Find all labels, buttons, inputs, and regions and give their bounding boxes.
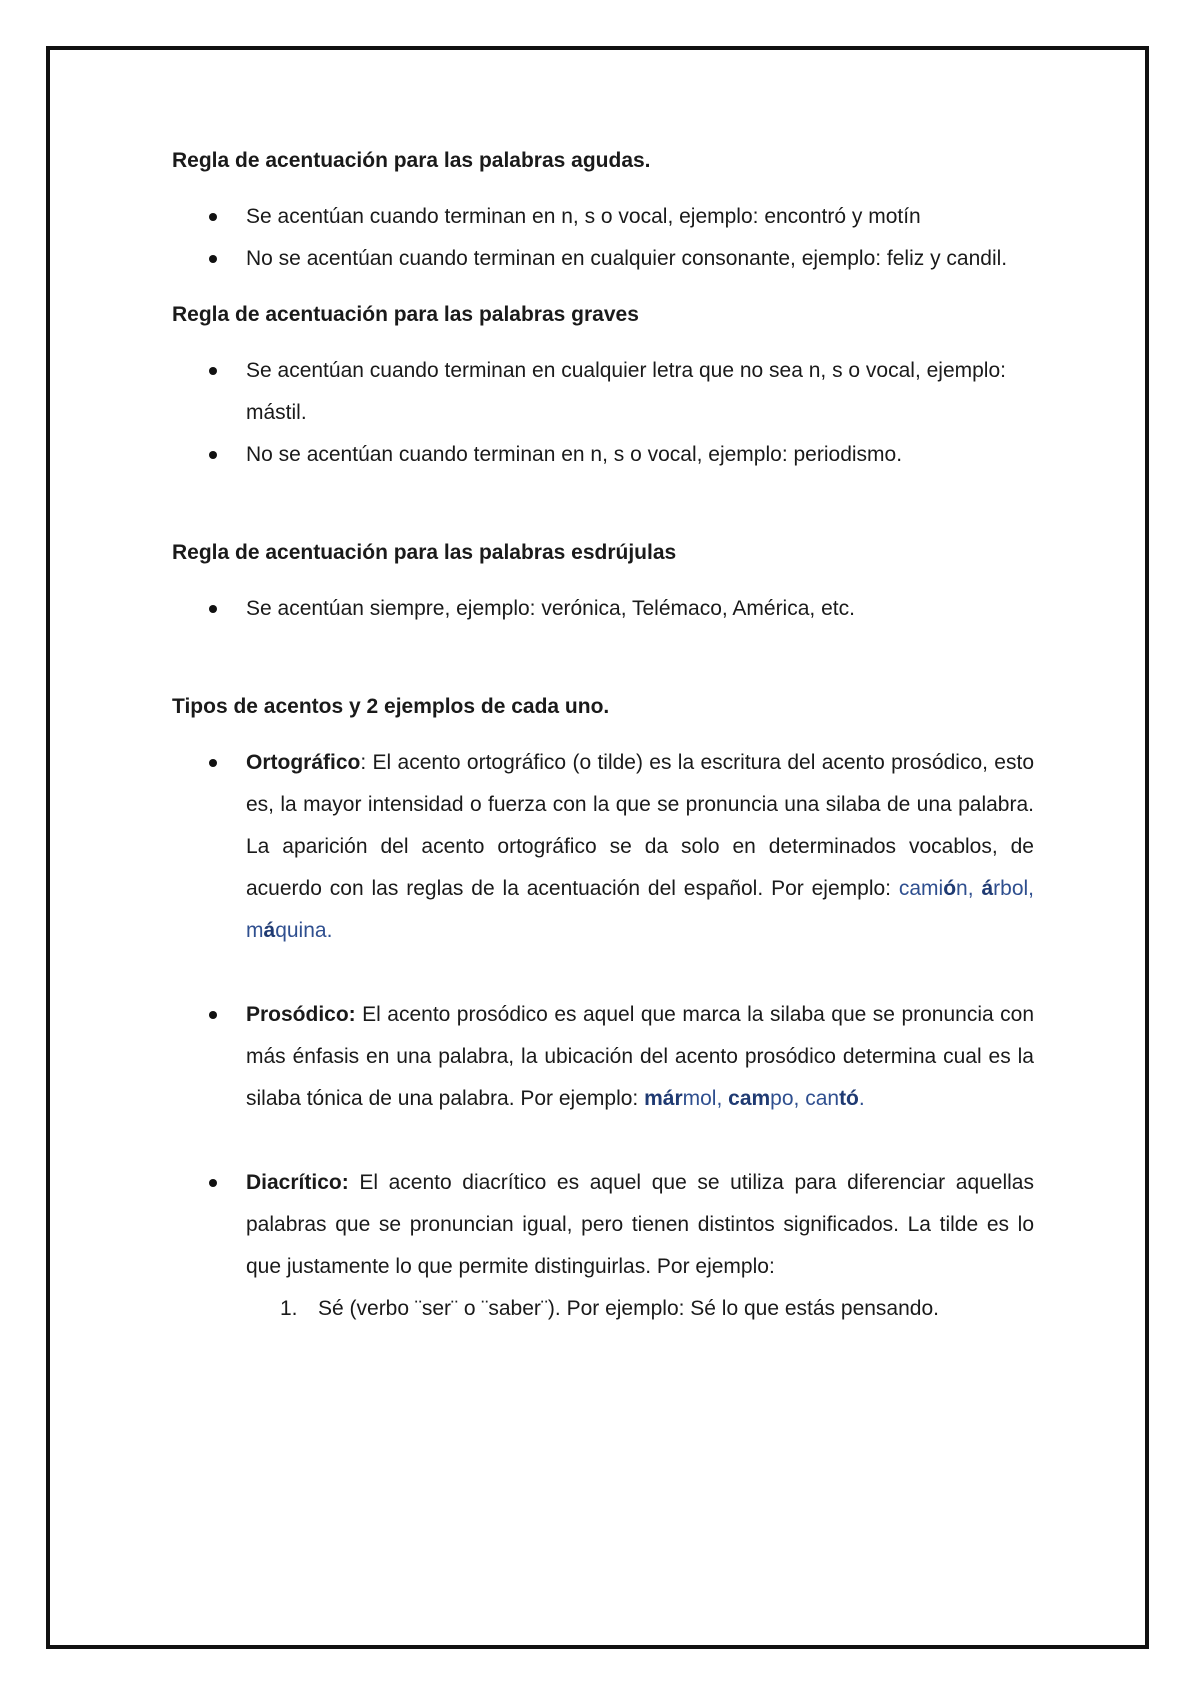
list-item: No se acentúan cuando terminan en cualquier consonante, ejemplo: feliz y candil. — [172, 238, 1034, 280]
heading-tipos-acentos: Tipos de acentos y 2 ejemplos de cada uno. — [172, 695, 610, 718]
bullet-icon — [209, 759, 217, 767]
list-item: Se acentúan siempre, ejemplo: verónica, Telémaco, América, etc. — [172, 588, 1034, 630]
list-spacer — [172, 1120, 1034, 1162]
list-item: Se acentúan cuando terminan en n, s o vocal, ejemplo: encontró y motín — [172, 196, 1034, 238]
bullet-icon — [209, 213, 217, 221]
term-diacritico: Diacrítico: — [246, 1171, 349, 1194]
document-body — [172, 140, 1034, 1330]
bullet-icon — [209, 1179, 217, 1187]
numbered-list-diacritico — [172, 1288, 1034, 1330]
term-ortografico: Ortográfico — [246, 751, 361, 774]
term-prosodico: Prosódico: — [246, 1003, 356, 1026]
list-spacer — [172, 952, 1034, 994]
heading-graves: Regla de acentuación para las palabras graves — [172, 303, 639, 326]
heading-agudas: Regla de acentuación para las palabras agudas. — [172, 149, 651, 172]
list-item-diacritico: Diacrítico: El acento diacrítico es aquel que se utiliza para diferenciar aquellas palabras que se pronuncian igual, pero tienen distintos significados. La tilde es lo que justamente lo que permite distinguirlas. Por ejemplo: — [172, 1162, 1034, 1288]
bullet-icon — [209, 255, 217, 263]
heading-esdrujulas: Regla de acentuación para las palabras esdrújulas — [172, 541, 677, 564]
list-esdrujulas — [172, 588, 1034, 630]
list-item: Se acentúan cuando terminan en cualquier letra que no sea n, s o vocal, ejemplo: mástil. — [172, 350, 1034, 434]
list-graves — [172, 350, 1034, 476]
bullet-icon — [209, 367, 217, 375]
list-item-prosodico: Prosódico: El acento prosódico es aquel que marca la silaba que se pronuncia con más énfasis en una palabra, la ubicación del acento prosódico determina cual es la silaba tónica de una palabra. Por ejemplo: mármol, campo, cantó. — [172, 994, 1034, 1120]
list-tipos-acentos — [172, 742, 1034, 1288]
list-item-ortografico: Ortográfico: El acento ortográfico (o tilde) es la escritura del acento prosódico, esto es, la mayor intensidad o fuerza con la que se pronuncia una silaba de una palabra. La aparición del acento ortográfico se da solo en determinados vocablos, de acuerdo con las reglas de la acentuación del español. Por ejemplo: camión, árbol, máquina. — [172, 742, 1034, 952]
bullet-icon — [209, 1011, 217, 1019]
numbered-item: 1. Sé (verbo ¨ser¨ o ¨saber¨). Por ejemplo: Sé lo que estás pensando. — [172, 1288, 1034, 1330]
item-number: 1. — [280, 1297, 298, 1320]
list-item: No se acentúan cuando terminan en n, s o vocal, ejemplo: periodismo. — [172, 434, 1034, 476]
bullet-icon — [209, 605, 217, 613]
bullet-icon — [209, 451, 217, 459]
list-agudas — [172, 196, 1034, 280]
